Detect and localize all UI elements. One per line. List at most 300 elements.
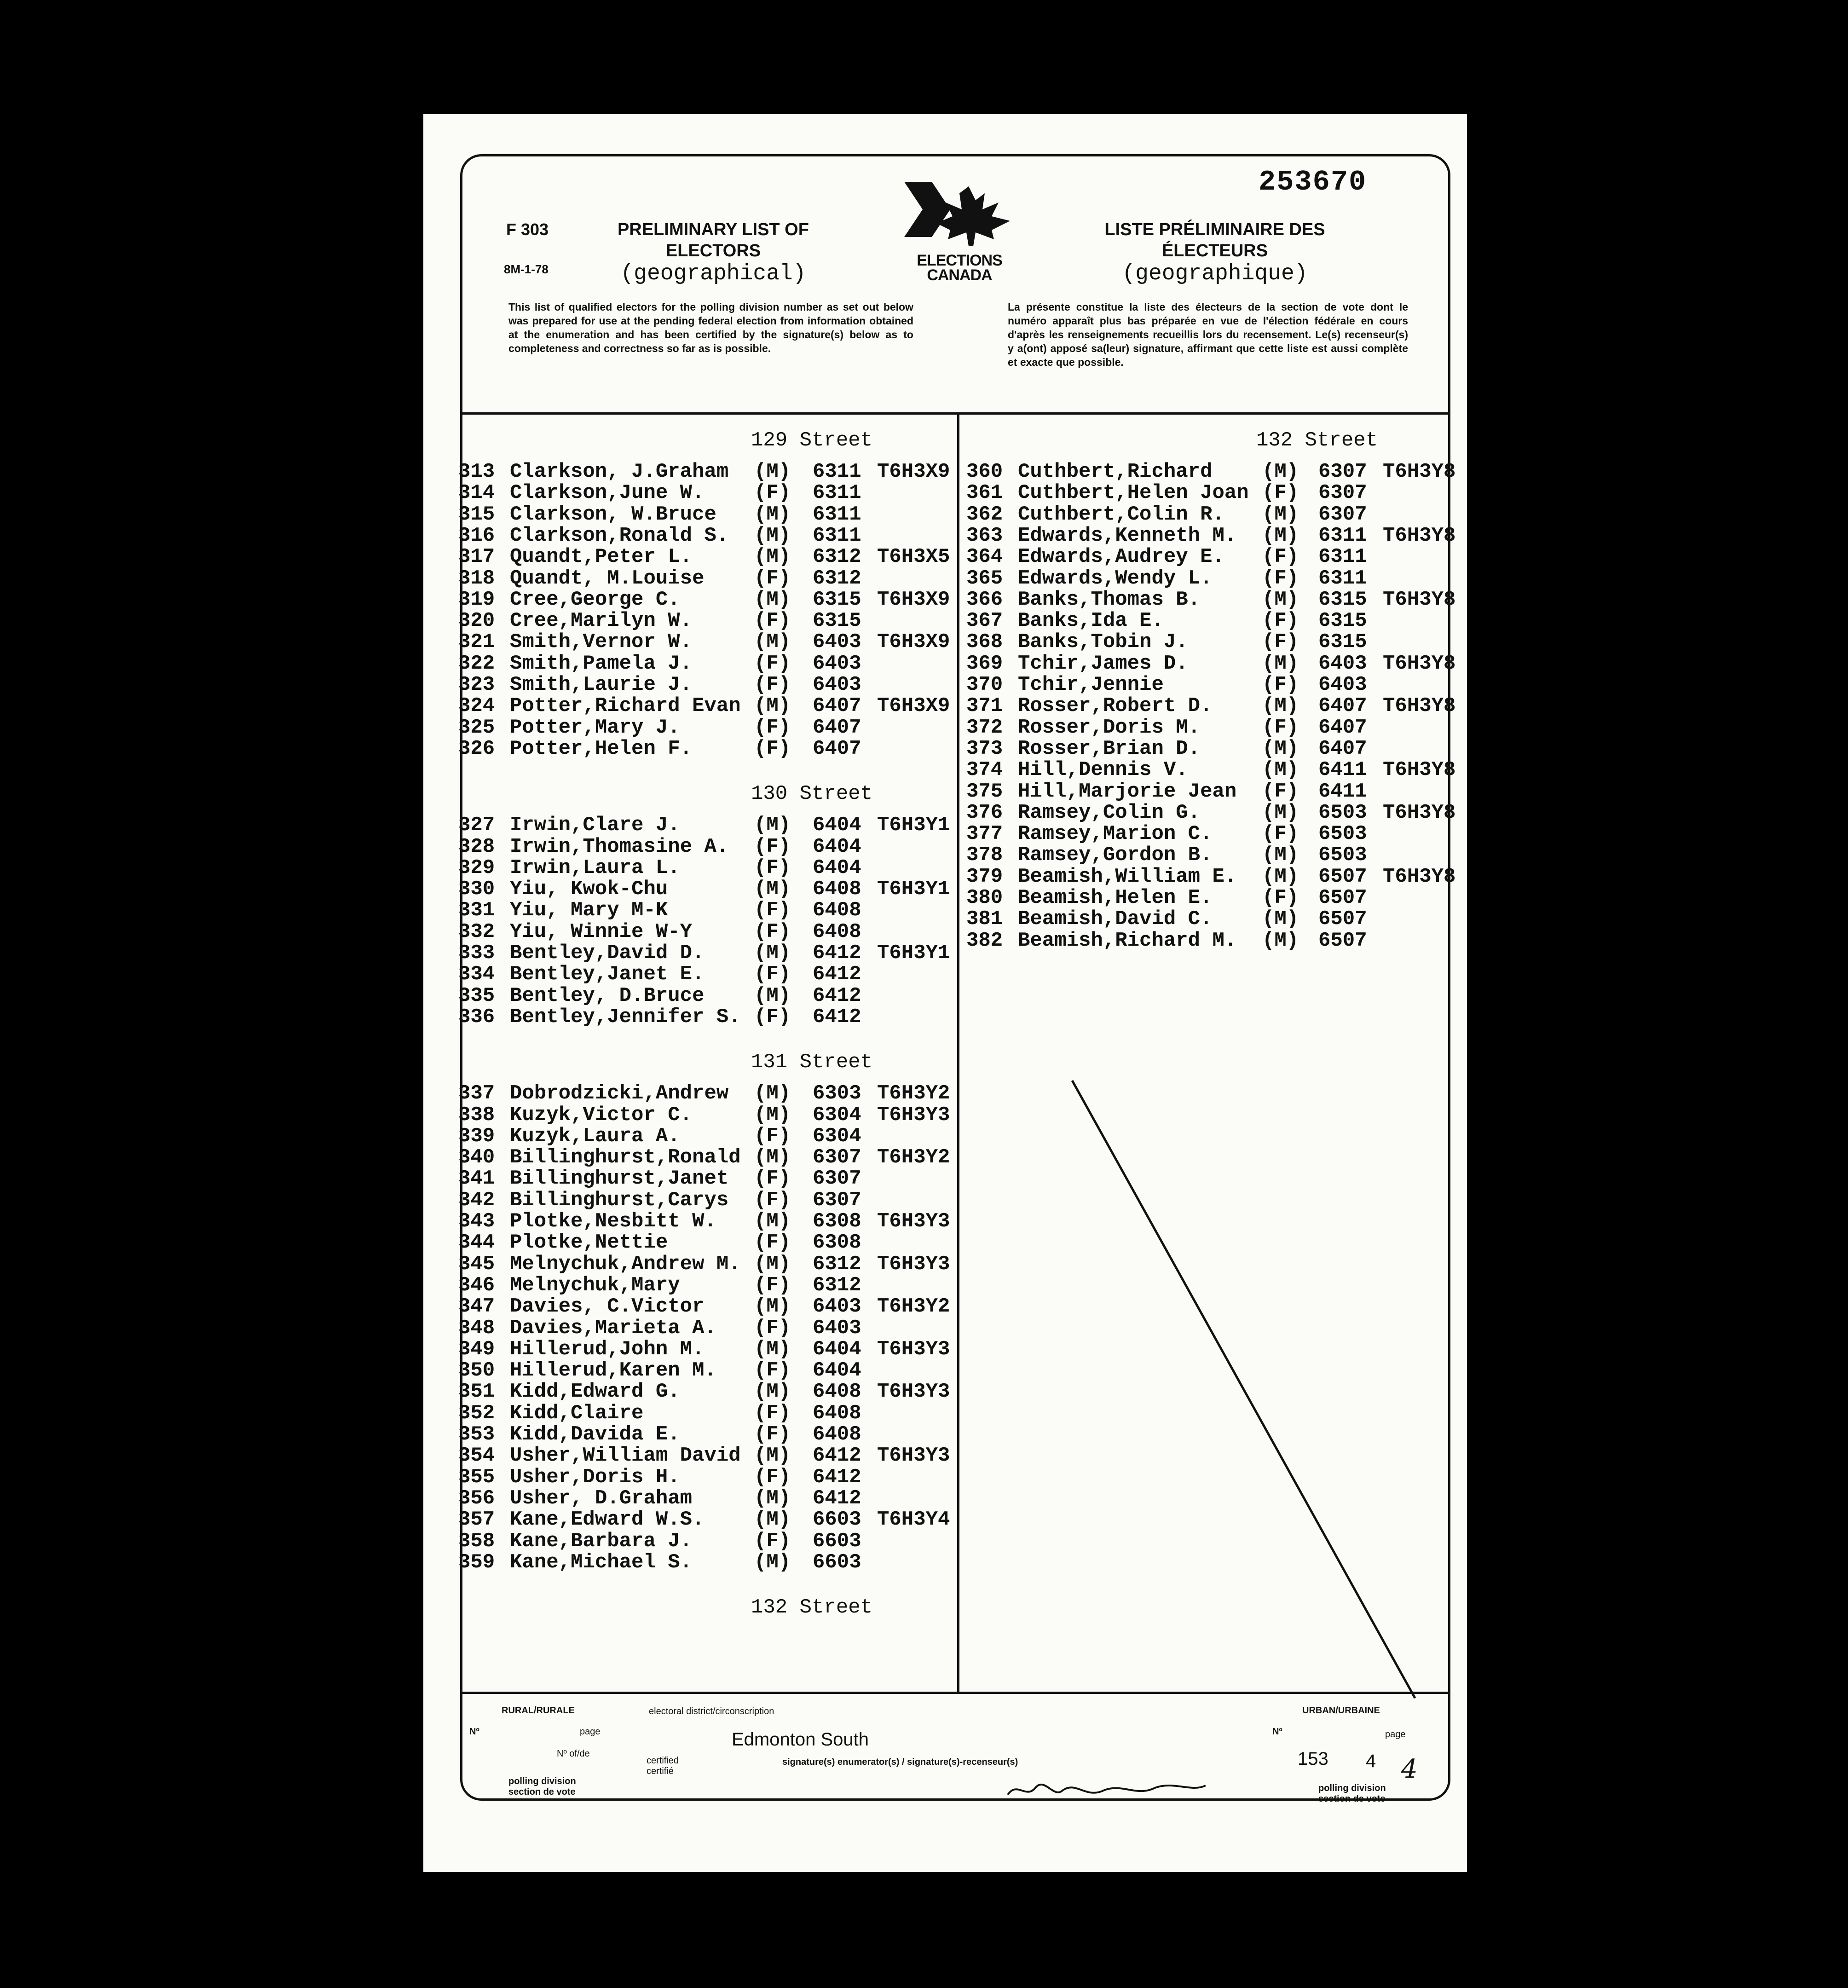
elector-number: 348 [458, 1316, 495, 1340]
street-heading: 132 Street [751, 1596, 873, 1619]
elector-postal-code: T6H3Y3 [877, 1380, 950, 1404]
elector-postal-code: T6H3Y1 [877, 814, 950, 837]
elector-number: 357 [458, 1508, 495, 1531]
elector-number: 378 [966, 844, 1003, 867]
elector-number: 331 [458, 899, 495, 922]
elector-code: 6404 [813, 814, 861, 837]
elector-sex: (M) [1262, 929, 1299, 952]
elector-code: 6412 [813, 1465, 861, 1489]
elector-number: 322 [458, 652, 495, 675]
elector-name: Usher,Doris H. [510, 1465, 680, 1489]
elections-canada-logo [900, 177, 1019, 315]
elector-code: 6315 [1318, 609, 1367, 633]
elector-code: 6404 [813, 856, 861, 879]
polling-division-label-left: polling division section de vote [508, 1776, 576, 1797]
column-divider [957, 413, 959, 1693]
serial-number: 253670 [1259, 166, 1367, 198]
elector-sex: (F) [1262, 545, 1299, 569]
elector-name: Hill,Dennis V. [1018, 758, 1188, 782]
elector-name: Quandt, M.Louise [510, 566, 705, 590]
elector-postal-code: T6H3Y2 [877, 1146, 950, 1169]
elector-sex: (F) [754, 1273, 791, 1297]
elector-sex: (M) [1262, 460, 1299, 483]
elector-name: Bentley,Janet E. [510, 963, 705, 986]
subtitle-fr: (geographique) [1122, 261, 1308, 286]
elector-code: 6315 [813, 588, 861, 611]
elector-code: 6507 [1318, 886, 1367, 909]
elector-name: Kuzyk,Victor C. [510, 1103, 693, 1127]
elector-postal-code: T6H3Y3 [877, 1252, 950, 1276]
elector-name: Kidd,Claire [510, 1401, 644, 1425]
elector-name: Melnychuk,Andrew M. [510, 1252, 741, 1276]
elector-number: 372 [966, 716, 1003, 739]
elector-code: 6311 [813, 460, 861, 483]
elector-postal-code: T6H3Y2 [877, 1082, 950, 1105]
elector-name: Bentley, D.Bruce [510, 984, 705, 1007]
elector-code: 6407 [813, 716, 861, 739]
elector-sex: (F) [754, 1401, 791, 1425]
elector-sex: (M) [754, 814, 791, 837]
elector-number: 351 [458, 1380, 495, 1404]
elector-number: 380 [966, 886, 1003, 909]
elector-name: Beamish,William E. [1018, 865, 1237, 888]
elector-postal-code: T6H3Y2 [877, 1295, 950, 1318]
elector-code: 6304 [813, 1103, 861, 1127]
elector-sex: (M) [754, 1380, 791, 1404]
elector-name: Davies, C.Victor [510, 1295, 705, 1318]
electoral-district-name: Edmonton South [732, 1729, 869, 1750]
signature-label: signature(s) enumerator(s) / signature(s)-recenseur(s) [782, 1757, 1018, 1767]
elector-sex: (M) [754, 630, 791, 654]
elector-sex: (M) [754, 588, 791, 611]
elector-postal-code: T6H3Y8 [1383, 865, 1456, 888]
elector-number: 376 [966, 801, 1003, 824]
elector-code: 6407 [1318, 716, 1367, 739]
elector-sex: (M) [754, 1444, 791, 1468]
elector-code: 6411 [1318, 758, 1367, 782]
elector-sex: (M) [1262, 907, 1299, 931]
elector-sex: (M) [754, 1508, 791, 1531]
elector-sex: (M) [1262, 503, 1299, 526]
elector-name: Dobrodzicki,Andrew [510, 1082, 729, 1105]
elector-postal-code: T6H3Y4 [877, 1508, 950, 1531]
street-heading: 131 Street [751, 1051, 873, 1074]
elector-number: 368 [966, 630, 1003, 654]
elector-sex: (M) [754, 1103, 791, 1127]
elector-code: 6404 [813, 835, 861, 858]
elector-name: Potter,Helen F. [510, 737, 693, 760]
elector-name: Melnychuk,Mary [510, 1273, 680, 1297]
elector-sex: (F) [1262, 481, 1299, 505]
elector-name: Beamish,Richard M. [1018, 929, 1237, 952]
elector-number: 350 [458, 1359, 495, 1382]
elector-code: 6603 [813, 1550, 861, 1574]
elector-sex: (F) [1262, 566, 1299, 590]
elector-sex: (F) [754, 673, 791, 696]
no-of-label: Nº of/de [557, 1749, 590, 1759]
elector-sex: (F) [754, 1124, 791, 1148]
elector-number: 362 [966, 503, 1003, 526]
elector-code: 6408 [813, 1380, 861, 1404]
elector-code: 6307 [1318, 460, 1367, 483]
elector-name: Edwards,Kenneth M. [1018, 524, 1237, 547]
elector-number: 354 [458, 1444, 495, 1468]
elector-sex: (M) [754, 878, 791, 901]
elector-name: Hillerud,Karen M. [510, 1359, 716, 1382]
elector-code: 6307 [813, 1146, 861, 1169]
elector-number: 327 [458, 814, 495, 837]
elector-number: 375 [966, 780, 1003, 803]
elector-number: 352 [458, 1401, 495, 1425]
elector-sex: (F) [754, 899, 791, 922]
elector-code: 6308 [813, 1210, 861, 1233]
elector-code: 6403 [813, 673, 861, 696]
elector-number: 330 [458, 878, 495, 901]
elector-number: 324 [458, 694, 495, 718]
elector-postal-code: T6H3Y8 [1383, 524, 1456, 547]
elector-code: 6412 [813, 1444, 861, 1468]
elector-code: 6412 [813, 1005, 861, 1029]
elector-number: 345 [458, 1252, 495, 1276]
elector-name: Plotke,Nesbitt W. [510, 1210, 716, 1233]
elector-code: 6311 [813, 481, 861, 505]
elector-number: 367 [966, 609, 1003, 633]
elector-name: Plotke,Nettie [510, 1231, 668, 1254]
note-english: This list of qualified electors for the polling division number as set out below was prepared for use at the pending federal election from information obtained at the enumeration and has been certified by the signature(s) below as to completeness and correctness so far as is possible. [508, 301, 913, 354]
elector-number: 381 [966, 907, 1003, 931]
elector-number: 355 [458, 1465, 495, 1489]
elector-number: 353 [458, 1423, 495, 1446]
elector-sex: (F) [754, 920, 791, 943]
elector-name: Tchir,James D. [1018, 652, 1188, 675]
elector-postal-code: T6H3Y8 [1383, 588, 1456, 611]
elector-name: Smith,Vernor W. [510, 630, 693, 654]
elector-sex: (M) [754, 1486, 791, 1510]
certified-label: certified certifié [647, 1756, 679, 1776]
elector-name: Kane,Michael S. [510, 1550, 693, 1574]
elector-name: Cuthbert,Helen Joan [1018, 481, 1249, 505]
elector-sex: (F) [1262, 822, 1299, 846]
elector-postal-code: T6H3Y1 [877, 942, 950, 965]
elector-name: Clarkson, W.Bruce [510, 503, 716, 526]
elector-code: 6403 [813, 1316, 861, 1340]
elector-sex: (M) [1262, 694, 1299, 718]
elector-postal-code: T6H3Y8 [1383, 460, 1456, 483]
elector-code: 6412 [813, 1486, 861, 1510]
elector-sex: (F) [754, 856, 791, 879]
elector-code: 6407 [1318, 737, 1367, 760]
elector-name: Beamish,David C. [1018, 907, 1213, 931]
elector-name: Kidd,Edward G. [510, 1380, 680, 1404]
elector-postal-code: T6H3Y8 [1383, 652, 1456, 675]
elector-sex: (F) [754, 737, 791, 760]
elector-code: 6603 [813, 1529, 861, 1553]
elector-number: 323 [458, 673, 495, 696]
elector-postal-code: T6H3Y8 [1383, 758, 1456, 782]
elector-code: 6403 [813, 1295, 861, 1318]
elector-sex: (F) [754, 1359, 791, 1382]
elector-name: Cree,George C. [510, 588, 680, 611]
elector-name: Clarkson, J.Graham [510, 460, 729, 483]
elector-code: 6308 [813, 1231, 861, 1254]
elector-code: 6412 [813, 963, 861, 986]
district-label: electoral district/circonscription [649, 1706, 774, 1716]
elector-number: 349 [458, 1337, 495, 1361]
elector-sex: (F) [754, 716, 791, 739]
elector-sex: (M) [754, 1146, 791, 1169]
elector-sex: (F) [754, 1005, 791, 1029]
elector-sex: (F) [1262, 673, 1299, 696]
elector-name: Tchir,Jennie [1018, 673, 1164, 696]
elector-code: 6311 [813, 503, 861, 526]
elector-sex: (M) [754, 1210, 791, 1233]
elector-code: 6412 [813, 942, 861, 965]
elector-sex: (F) [754, 481, 791, 505]
elector-name: Banks,Ida E. [1018, 609, 1164, 633]
maple-leaf-x-icon [900, 177, 1019, 251]
elector-number: 337 [458, 1082, 495, 1105]
header-divider [461, 412, 1450, 415]
elector-code: 6315 [1318, 588, 1367, 611]
elector-name: Cuthbert,Richard [1018, 460, 1213, 483]
elector-code: 6403 [813, 630, 861, 654]
elector-postal-code: T6H3Y3 [877, 1210, 950, 1233]
rural-page-label: page [580, 1727, 601, 1737]
street-heading: 132 Street [1256, 429, 1378, 452]
elector-postal-code: T6H3Y8 [1383, 801, 1456, 824]
elector-postal-code: T6H3X9 [877, 460, 950, 483]
title-french [1058, 219, 1371, 286]
elector-sex: (M) [1262, 844, 1299, 867]
elector-name: Banks,Thomas B. [1018, 588, 1201, 611]
elector-number: 347 [458, 1295, 495, 1318]
elector-name: Ramsey,Marion C. [1018, 822, 1213, 846]
elector-sex: (F) [1262, 609, 1299, 633]
elector-name: Clarkson,Ronald S. [510, 524, 729, 547]
elector-number: 329 [458, 856, 495, 879]
elector-number: 377 [966, 822, 1003, 846]
elector-name: Usher, D.Graham [510, 1486, 693, 1510]
form-date: 8M-1-78 [504, 262, 549, 276]
elector-number: 370 [966, 673, 1003, 696]
title-en-line2: ELECTORS [665, 241, 761, 260]
elector-code: 6507 [1318, 907, 1367, 931]
elector-code: 6404 [813, 1359, 861, 1382]
elector-name: Kane,Barbara J. [510, 1529, 693, 1553]
elector-number: 320 [458, 609, 495, 633]
title-en-line1: PRELIMINARY LIST OF [618, 220, 809, 239]
elector-name: Davies,Marieta A. [510, 1316, 716, 1340]
elector-code: 6311 [1318, 566, 1367, 590]
elector-number: 314 [458, 481, 495, 505]
elector-number: 341 [458, 1167, 495, 1190]
elector-number: 328 [458, 835, 495, 858]
elector-name: Edwards,Audrey E. [1018, 545, 1224, 569]
elector-name: Kane,Edward W.S. [510, 1508, 705, 1531]
elector-code: 6315 [813, 609, 861, 633]
elector-sex: (M) [754, 1252, 791, 1276]
elector-code: 6408 [813, 920, 861, 943]
elector-sex: (M) [754, 503, 791, 526]
elector-name: Edwards,Wendy L. [1018, 566, 1213, 590]
elector-code: 6403 [813, 652, 861, 675]
elector-number: 361 [966, 481, 1003, 505]
elector-sex: (M) [754, 942, 791, 965]
elector-code: 6403 [1318, 652, 1367, 675]
elector-name: Cuthbert,Colin R. [1018, 503, 1224, 526]
elector-name: Clarkson,June W. [510, 481, 705, 505]
street-heading: 129 Street [751, 429, 873, 452]
elector-code: 6503 [1318, 801, 1367, 824]
elector-number: 379 [966, 865, 1003, 888]
elector-name: Irwin,Laura L. [510, 856, 680, 879]
elector-number: 333 [458, 942, 495, 965]
elector-name: Quandt,Peter L. [510, 545, 693, 569]
elector-name: Hill,Marjorie Jean [1018, 780, 1237, 803]
elector-sex: (M) [754, 1295, 791, 1318]
elector-sex: (M) [754, 1337, 791, 1361]
elector-code: 6312 [813, 1273, 861, 1297]
polling-division-number: 153 [1298, 1749, 1328, 1769]
elector-number: 334 [458, 963, 495, 986]
elector-sex: (M) [754, 1550, 791, 1574]
elector-sex: (M) [754, 1082, 791, 1105]
elector-name: Hillerud,John M. [510, 1337, 705, 1361]
elector-code: 6408 [813, 878, 861, 901]
elector-code: 6304 [813, 1124, 861, 1148]
elector-sex: (F) [754, 835, 791, 858]
elector-name: Usher,William David [510, 1444, 741, 1468]
note-french: La présente constitue la liste des électeurs de la section de vote dont le numéro apparaît plus bas préparée en vue de l'élection fédérale en cours d'après les renseignements recueillis lors du recensement. Le(s) recenseur(s) y a(ont) apposé sa(leur) signature, affirmant que cette liste est aussi complète et exacte que possible. [1008, 301, 1408, 368]
elector-sex: (M) [754, 984, 791, 1007]
elector-name: Yiu, Mary M-K [510, 899, 668, 922]
elector-number: 369 [966, 652, 1003, 675]
elector-postal-code: T6H3X5 [877, 545, 950, 569]
elector-number: 366 [966, 588, 1003, 611]
elector-number: 313 [458, 460, 495, 483]
elector-postal-code: T6H3Y3 [877, 1337, 950, 1361]
elector-code: 6408 [813, 1401, 861, 1425]
elector-code: 6312 [813, 1252, 861, 1276]
elector-sex: (F) [754, 1188, 791, 1212]
elector-sex: (F) [754, 609, 791, 633]
elector-sex: (M) [754, 694, 791, 718]
elector-code: 6503 [1318, 822, 1367, 846]
elector-number: 335 [458, 984, 495, 1007]
elector-code: 6404 [813, 1337, 861, 1361]
elector-code: 6315 [1318, 630, 1367, 654]
page-of-number: 4 [1401, 1754, 1418, 1784]
elector-name: Irwin,Clare J. [510, 814, 680, 837]
elector-name: Kidd,Davida E. [510, 1423, 680, 1446]
elector-postal-code: T6H3Y3 [877, 1444, 950, 1468]
elector-name: Banks,Tobin J. [1018, 630, 1188, 654]
form-code: F 303 [506, 220, 549, 239]
elector-number: 319 [458, 588, 495, 611]
urban-label: URBAN/URBAINE [1302, 1705, 1380, 1716]
elector-code: 6307 [1318, 503, 1367, 526]
elector-number: 346 [458, 1273, 495, 1297]
elector-name: Kuzyk,Laura A. [510, 1124, 680, 1148]
elector-sex: (F) [1262, 886, 1299, 909]
elector-sex: (F) [754, 652, 791, 675]
elector-code: 6311 [1318, 524, 1367, 547]
elector-number: 316 [458, 524, 495, 547]
elector-name: Yiu, Winnie W-Y [510, 920, 693, 943]
elector-sex: (F) [754, 1529, 791, 1553]
elector-code: 6403 [1318, 673, 1367, 696]
elector-code: 6411 [1318, 780, 1367, 803]
elector-code: 6311 [813, 524, 861, 547]
elector-number: 373 [966, 737, 1003, 760]
elector-name: Yiu, Kwok-Chu [510, 878, 668, 901]
cancellation-stroke [1068, 1077, 1426, 1703]
elector-postal-code: T6H3X9 [877, 694, 950, 718]
elector-sex: (M) [1262, 524, 1299, 547]
elector-number: 374 [966, 758, 1003, 782]
elector-code: 6503 [1318, 844, 1367, 867]
enumerator-signature-image [999, 1772, 1215, 1809]
elector-sex: (M) [1262, 758, 1299, 782]
elector-number: 325 [458, 716, 495, 739]
elector-number: 364 [966, 545, 1003, 569]
urban-no-label: Nº [1272, 1727, 1282, 1737]
elector-name: Potter,Richard Evan [510, 694, 741, 718]
elector-name: Ramsey,Gordon B. [1018, 844, 1213, 867]
rural-label: RURAL/RURALE [502, 1705, 575, 1716]
elector-code: 6407 [1318, 694, 1367, 718]
elector-code: 6303 [813, 1082, 861, 1105]
elector-code: 6408 [813, 1423, 861, 1446]
elector-postal-code: T6H3X9 [877, 630, 950, 654]
urban-page-label: page [1385, 1729, 1406, 1740]
elector-code: 6408 [813, 899, 861, 922]
elector-number: 326 [458, 737, 495, 760]
elector-number: 317 [458, 545, 495, 569]
elector-postal-code: T6H3Y1 [877, 878, 950, 901]
elector-name: Smith,Pamela J. [510, 652, 693, 675]
elector-sex: (F) [754, 1465, 791, 1489]
elector-sex: (F) [1262, 716, 1299, 739]
elector-number: 339 [458, 1124, 495, 1148]
elector-code: 6311 [1318, 545, 1367, 569]
title-fr-line1: LISTE PRÉLIMINAIRE DES [1104, 220, 1325, 239]
elector-sex: (M) [1262, 588, 1299, 611]
elector-name: Billinghurst,Janet [510, 1167, 729, 1190]
elector-number: 360 [966, 460, 1003, 483]
elector-number: 371 [966, 694, 1003, 718]
elector-code: 6507 [1318, 929, 1367, 952]
elector-number: 342 [458, 1188, 495, 1212]
elector-name: Rosser,Brian D. [1018, 737, 1201, 760]
elector-name: Potter,Mary J. [510, 716, 680, 739]
elector-sex: (M) [1262, 801, 1299, 824]
elector-number: 343 [458, 1210, 495, 1233]
elector-sex: (F) [1262, 780, 1299, 803]
elector-number: 382 [966, 929, 1003, 952]
polling-division-label-right: polling division section de vote [1318, 1783, 1386, 1804]
elector-number: 365 [966, 566, 1003, 590]
elector-name: Smith,Laurie J. [510, 673, 693, 696]
elector-name: Bentley,David D. [510, 942, 705, 965]
elector-sex: (M) [1262, 865, 1299, 888]
elector-number: 338 [458, 1103, 495, 1127]
title-fr-line2: ÉLECTEURS [1161, 241, 1268, 260]
elector-name: Billinghurst,Carys [510, 1188, 729, 1212]
logo-line1: ELECTIONS [917, 252, 1002, 269]
elector-sex: (M) [1262, 737, 1299, 760]
elector-number: 358 [458, 1529, 495, 1553]
